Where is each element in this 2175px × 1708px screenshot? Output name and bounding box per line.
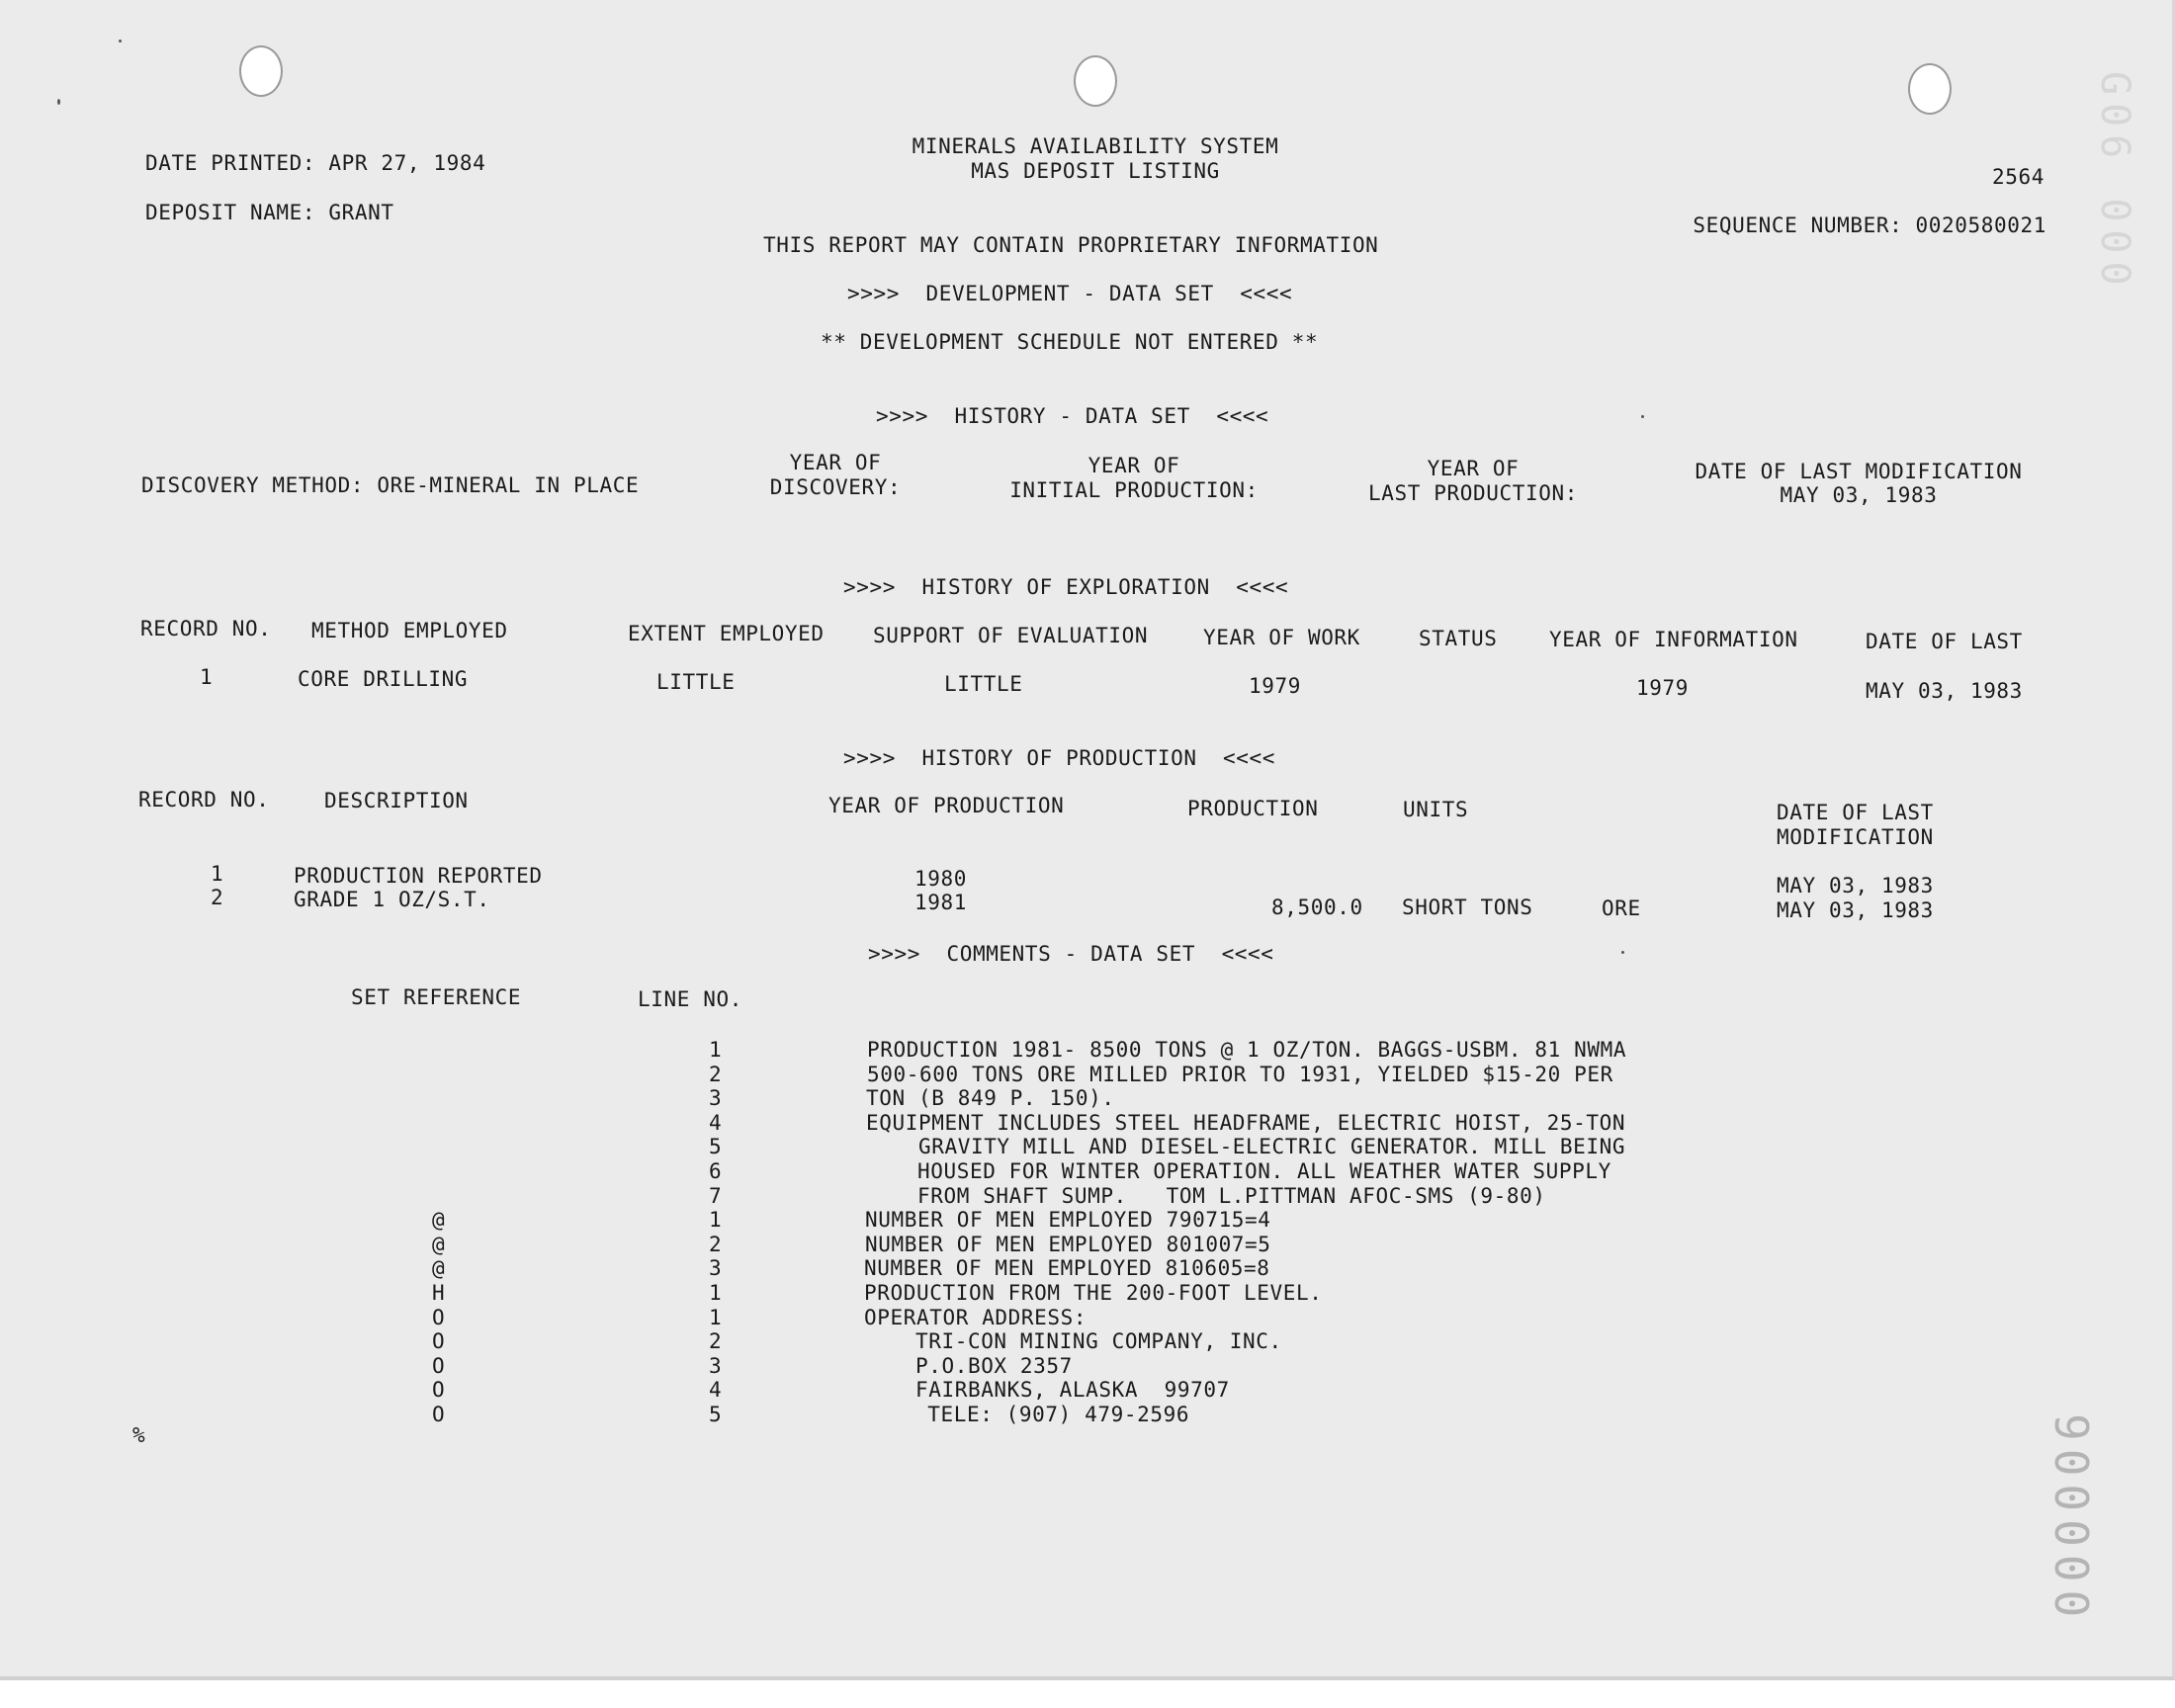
punch-hole-left [239,45,283,97]
comment-text: PRODUCTION 1981- 8500 TONS @ 1 OZ/TON. BAGGS-USBM. 81 NWMA [867,1038,1627,1062]
year-last-production-label-1: YEAR OF [1427,457,1520,480]
comment-line-number: 6 [709,1159,723,1183]
production-row-1-year: 1980 [914,867,967,891]
comment-line-number: 3 [709,1256,723,1280]
comment-line-number: 3 [709,1354,723,1378]
production-col-year: YEAR OF PRODUCTION [828,794,1065,817]
punch-hole-right [1908,63,1952,115]
comments-col-line-no: LINE NO. [638,987,742,1011]
comment-line-number: 2 [709,1063,723,1086]
production-col-units: UNITS [1403,798,1469,821]
comment-set-reference: @ [432,1233,446,1256]
comments-heading: >>>> COMMENTS - DATA SET <<<< [868,942,1274,966]
exploration-cell-support: LITTLE [944,672,1023,696]
listing-title: MAS DEPOSIT LISTING [971,159,1220,183]
exploration-col-support: SUPPORT OF EVALUATION [873,624,1149,647]
comment-line-number: 4 [709,1378,723,1402]
comment-line-number: 5 [709,1403,723,1426]
comment-text: HOUSED FOR WINTER OPERATION. ALL WEATHER WATER SUPPLY [865,1159,1611,1183]
comment-text: 500-600 TONS ORE MILLED PRIOR TO 1931, YIELDED $15-20 PER [867,1063,1613,1086]
comment-text: FROM SHAFT SUMP. TOM L.PITTMAN AFOC-SMS (9-80) [865,1184,1546,1208]
comment-text: NUMBER OF MEN EMPLOYED 801007=5 [865,1233,1271,1256]
development-heading: >>>> DEVELOPMENT - DATA SET <<<< [847,282,1293,305]
year-initial-production-label-2: INITIAL PRODUCTION: [1009,478,1259,502]
comment-line-number: 2 [709,1329,723,1353]
production-row-2-date: MAY 03, 1983 [1777,898,1934,922]
exploration-col-date-of-last: DATE OF LAST [1866,630,2023,653]
comment-text: P.O.BOX 2357 [863,1354,1073,1378]
comment-set-reference: O [432,1329,446,1353]
exploration-cell-method: CORE DRILLING [298,667,469,691]
production-col-production: PRODUCTION [1187,797,1319,820]
comment-set-reference: O [432,1378,446,1402]
comment-set-reference: H [432,1281,446,1305]
exploration-heading: >>>> HISTORY OF EXPLORATION <<<< [843,575,1289,599]
comment-text: NUMBER OF MEN EMPLOYED 790715=4 [865,1208,1271,1232]
stamp-number-vertical: 900000 [2044,1413,2098,1626]
comment-line-number: 5 [709,1135,723,1158]
exploration-col-status: STATUS [1419,627,1498,650]
exploration-col-year-of-information: YEAR OF INFORMATION [1549,628,1798,651]
year-last-production-label-2: LAST PRODUCTION: [1368,481,1578,505]
footer-percent-mark: % [132,1423,146,1447]
comment-text: OPERATOR ADDRESS: [864,1306,1088,1329]
production-col-description: DESCRIPTION [324,789,469,812]
last-modification-value: MAY 03, 1983 [1780,483,1938,507]
comment-text: NUMBER OF MEN EMPLOYED 810605=8 [864,1256,1270,1280]
comment-set-reference: @ [432,1256,446,1280]
production-col-record: RECORD NO. [138,788,270,811]
comment-text: GRAVITY MILL AND DIESEL-ELECTRIC GENERATOR. MILL BEING [866,1135,1626,1158]
last-modification-label: DATE OF LAST MODIFICATION [1695,460,2023,483]
exploration-cell-year-of-work: 1979 [1249,674,1301,698]
page-number: 2564 [1992,165,2044,189]
exploration-col-year-of-work: YEAR OF WORK [1203,626,1360,649]
comment-line-number: 1 [709,1281,723,1305]
comment-line-number: 2 [709,1233,723,1256]
production-col-date-of-last: DATE OF LAST [1777,801,1934,824]
comment-line-number: 1 [709,1208,723,1232]
production-row-2-year: 1981 [914,891,967,914]
year-initial-production-label-1: YEAR OF [1088,454,1180,477]
punch-hole-center [1074,55,1117,107]
production-heading: >>>> HISTORY OF PRODUCTION <<<< [843,746,1276,770]
scan-speck [119,40,122,43]
exploration-col-record: RECORD NO. [140,617,272,640]
comment-text: TON (B 849 P. 150). [866,1086,1115,1110]
exploration-col-extent: EXTENT EMPLOYED [628,622,825,645]
discovery-method: DISCOVERY METHOD: ORE-MINERAL IN PLACE [141,473,640,497]
comment-line-number: 7 [709,1184,723,1208]
comment-text: PRODUCTION FROM THE 200-FOOT LEVEL. [864,1281,1323,1305]
comment-line-number: 4 [709,1111,723,1135]
comment-set-reference: @ [432,1208,446,1232]
production-row-2-production: 8,500.0 [1271,896,1363,919]
year-of-discovery-label-1: YEAR OF [789,451,882,474]
exploration-col-method: METHOD EMPLOYED [311,619,508,642]
development-note: ** DEVELOPMENT SCHEDULE NOT ENTERED ** [821,330,1319,354]
date-printed: DATE PRINTED: APR 27, 1984 [145,151,486,175]
year-of-discovery-label-2: DISCOVERY: [769,475,902,499]
deposit-name: DEPOSIT NAME: GRANT [145,201,394,224]
exploration-cell-date-of-last: MAY 03, 1983 [1866,679,2023,703]
comments-col-set-reference: SET REFERENCE [351,985,522,1009]
scan-speck [57,99,60,105]
production-row-2-material: ORE [1602,897,1641,920]
scan-speck [1621,951,1624,954]
scan-speck [1641,415,1644,418]
exploration-cell-extent: LITTLE [656,670,736,694]
comment-set-reference: O [432,1354,446,1378]
system-title: MINERALS AVAILABILITY SYSTEM [912,134,1279,158]
history-heading: >>>> HISTORY - DATA SET <<<< [876,404,1269,428]
exploration-cell-record: 1 [200,665,214,689]
production-row-2-units: SHORT TONS [1402,896,1533,919]
comment-line-number: 1 [709,1038,723,1062]
comment-text: FAIRBANKS, ALASKA 99707 [863,1378,1230,1402]
comment-text: TRI-CON MINING COMPANY, INC. [863,1329,1282,1353]
production-col-modification: MODIFICATION [1777,825,1934,849]
production-row-1-record: 1 [211,862,224,886]
proprietary-notice: THIS REPORT MAY CONTAIN PROPRIETARY INFORMATION [763,233,1379,257]
production-row-1-date: MAY 03, 1983 [1777,874,1934,897]
comment-line-number: 3 [709,1086,723,1110]
comment-text: TELE: (907) 479-2596 [862,1403,1190,1426]
stamp-number-faint: G06 000 [2092,71,2137,294]
comment-line-number: 1 [709,1306,723,1329]
exploration-cell-year-of-information: 1979 [1636,676,1689,700]
comment-set-reference: O [432,1403,446,1426]
comment-text: EQUIPMENT INCLUDES STEEL HEADFRAME, ELECTRIC HOIST, 25-TON [866,1111,1626,1135]
production-row-2-record: 2 [211,886,224,909]
production-row-1-description: PRODUCTION REPORTED [294,864,543,888]
production-row-2-description: GRADE 1 OZ/S.T. [294,888,490,911]
sequence-number: SEQUENCE NUMBER: 0020580021 [1693,214,2046,237]
comment-set-reference: O [432,1306,446,1329]
